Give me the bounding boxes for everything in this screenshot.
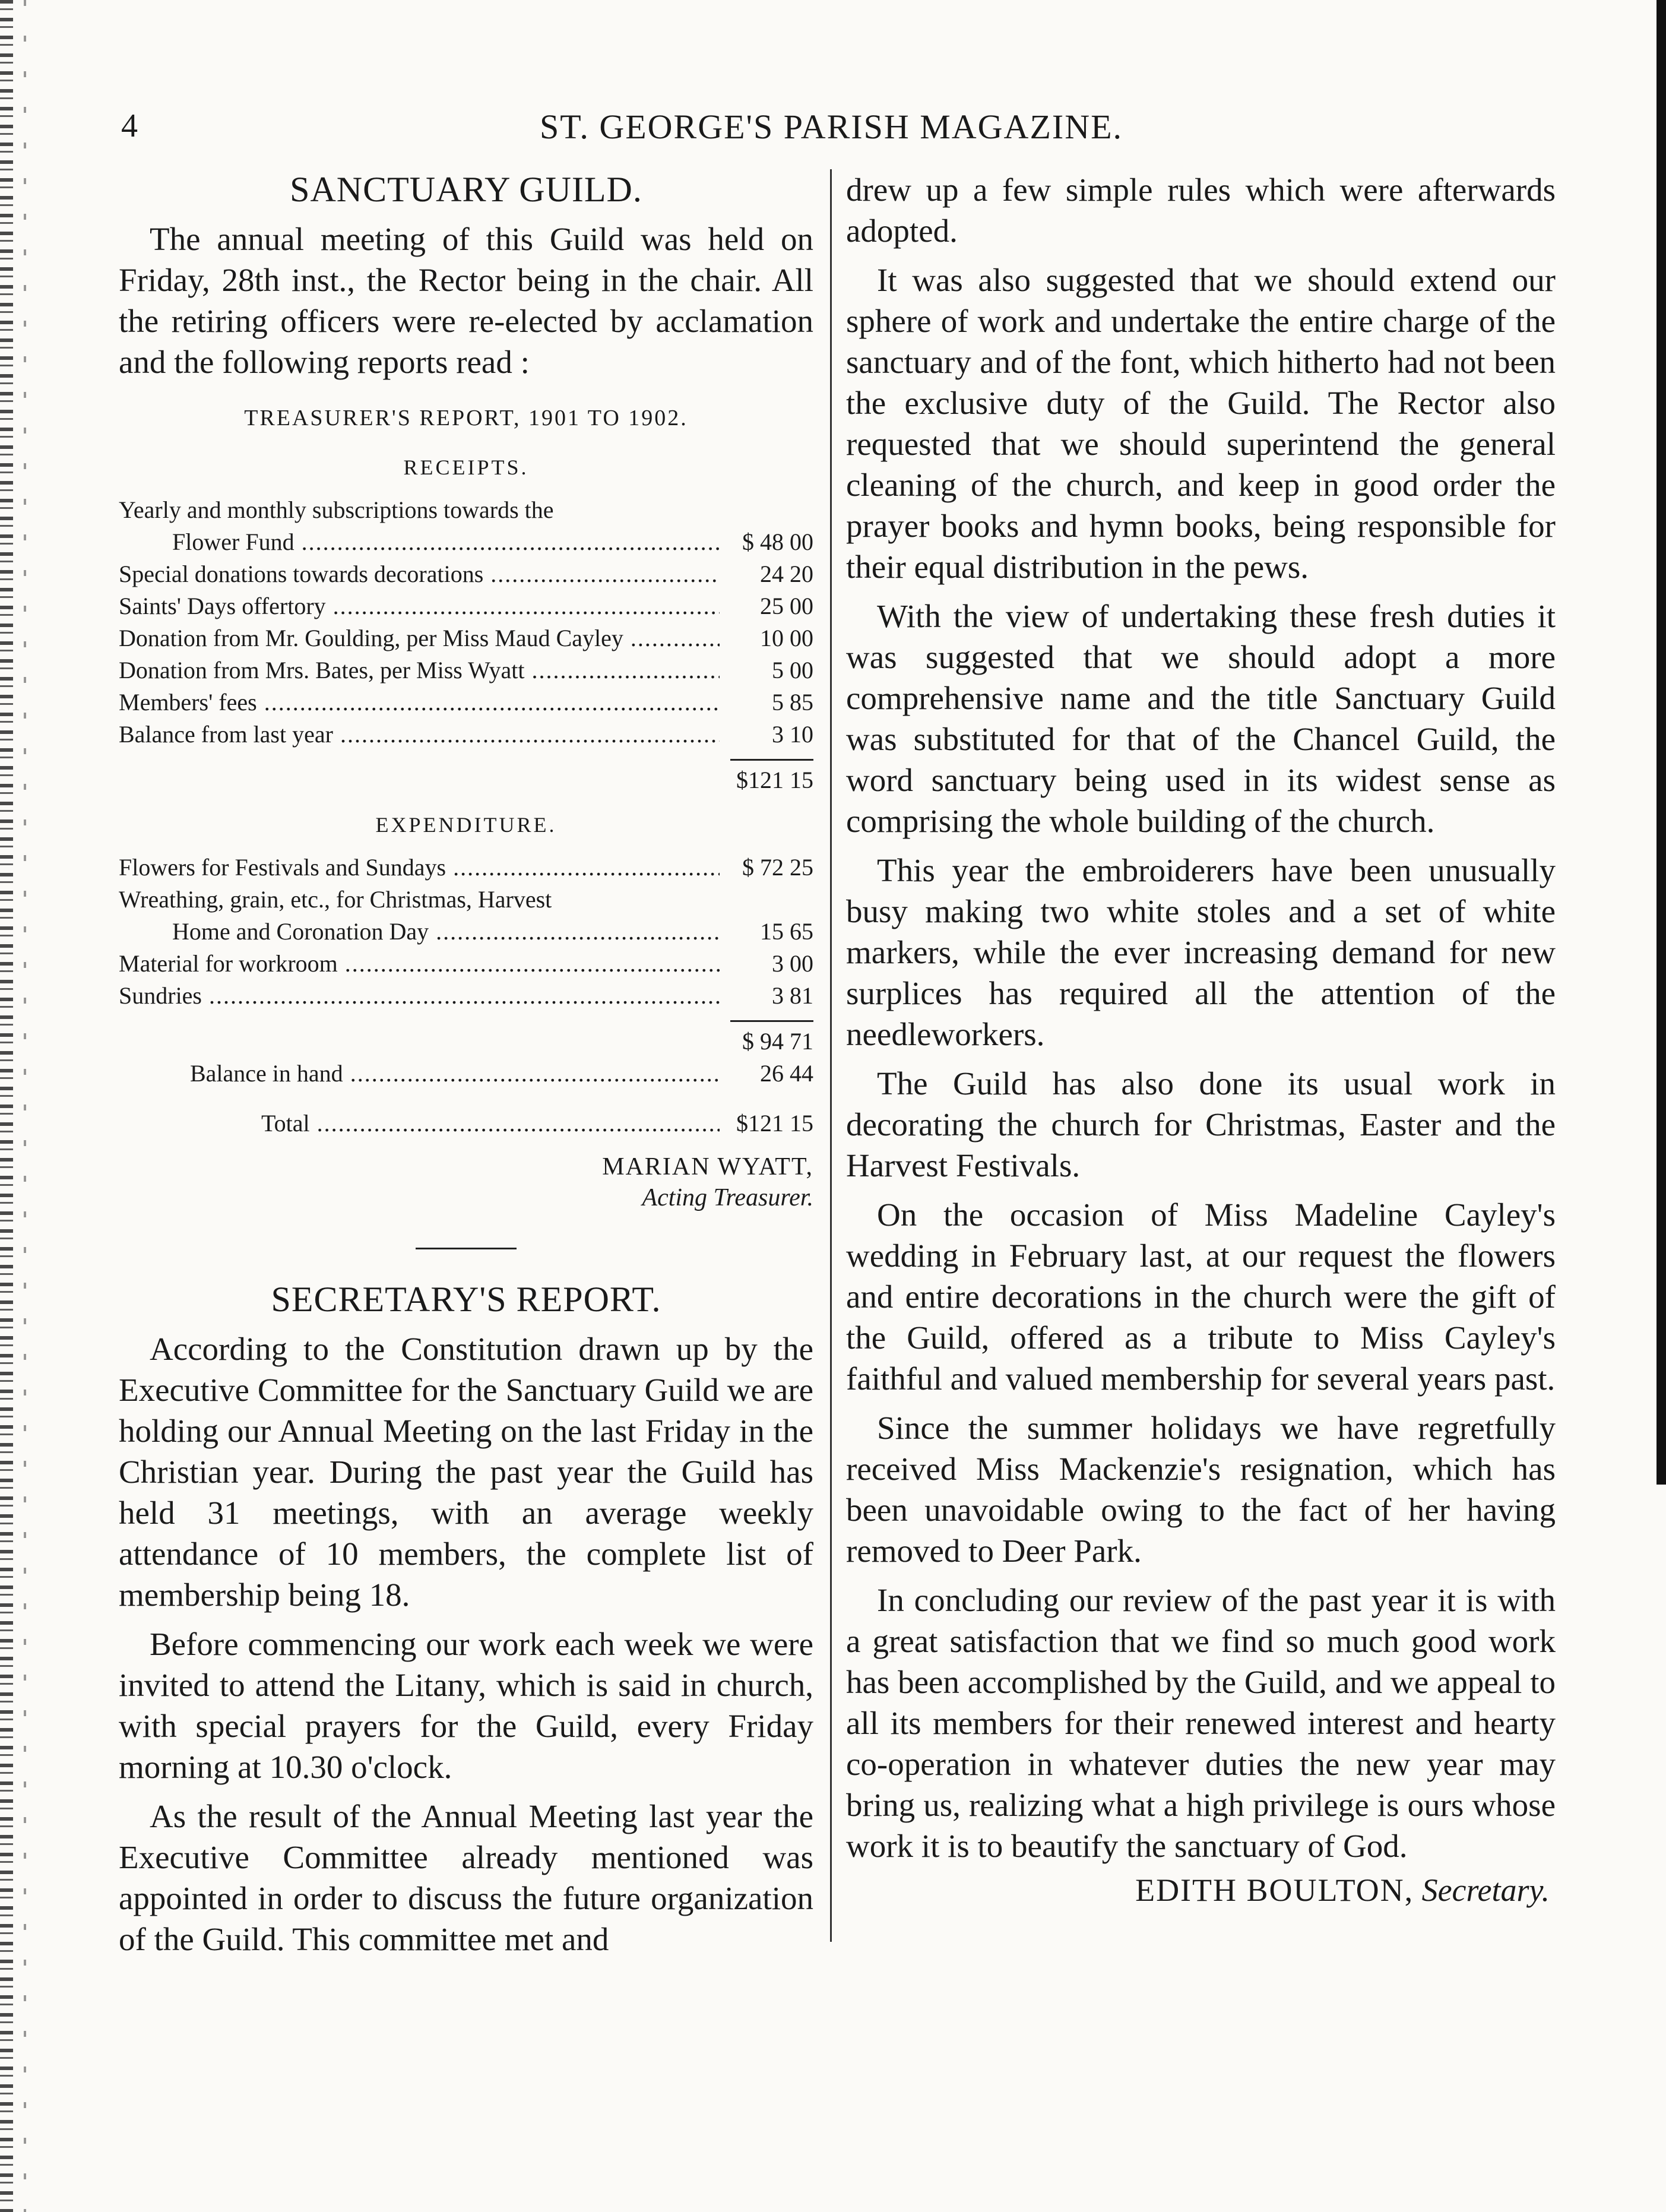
receipt-row: [119, 590, 813, 622]
secretary-paragraph: It was also suggested that we should extend our sphere of work and undertake the entire charge of the sanctuary and of the font, which hitherto had not been the exclusive duty of the Guild. The Rector also requested that we should superintend the general cleaning of the church, and keep in good order the prayer books and hymn books, being responsible for their equal distribution in the pews.: [846, 262, 1556, 585]
treasurer-role: Acting Treasurer.: [642, 1184, 813, 1211]
receipt-row: [119, 654, 813, 686]
balance-label: Balance in hand .....: [190, 1058, 720, 1090]
secretary-paragraph: On the occasion of Miss Madeline Cayley's wedding in February last, at our request the flowers and entire decorations in the church were the gift of the Guild, offered as a tribute to Miss Cayley's faithful and valued membership for several years past.: [846, 1197, 1556, 1397]
section-rule: [416, 1248, 517, 1249]
receipt-row: [119, 719, 813, 751]
expenditure-row: [119, 916, 813, 948]
receipt-label: Members' fees .....: [119, 686, 720, 719]
expenditure-row: [119, 948, 813, 980]
expenditure-label: Home and Coronation Day .....: [172, 916, 720, 948]
total-amount: $121 15: [736, 1110, 813, 1137]
secretary-paragraph: Since the summer holidays we have regretfully received Miss Mackenzie's resignation, which has been unavoidable owing to the fact of her having removed to Deer Park.: [846, 1410, 1556, 1569]
treasurer-report-title: TREASURER'S REPORT, 1901 TO 1902.: [244, 406, 688, 431]
receipt-row: [119, 622, 813, 654]
balance-amount: 26 44: [760, 1060, 813, 1087]
secretary-paragraph: As the result of the Annual Meeting last year the Executive Committee already mentioned was appointed in order to discuss the future organization of the Guild. This committee met and: [119, 1798, 813, 1957]
secretary-paragraph: According to the Constitution drawn up by the Executive Committee for the Sanctuary Guild we are holding our Annual Meeting on the last Friday in the Christian year. During the past year the Guild has held 31 meetings, with an average weekly attendance of 10 members, the complete list of membership being 18.: [119, 1331, 813, 1613]
magazine-title: ST. GEORGE'S PARISH MAGAZINE.: [539, 107, 1123, 146]
page-header: [119, 107, 1544, 154]
expenditure-row: [119, 852, 813, 884]
secretary-heading: SECRETARY'S REPORT.: [271, 1280, 661, 1319]
expenditure-amount: 3 81: [772, 982, 813, 1009]
total-label: Total .....: [261, 1107, 720, 1140]
scan-edge-left: [0, 0, 13, 2212]
receipt-label: Balance from last year .....: [119, 719, 720, 751]
receipt-line: Yearly and monthly subscriptions towards the: [119, 496, 554, 523]
expenditure-amount: $ 72 25: [742, 854, 813, 881]
receipts-list: [119, 494, 813, 796]
expenditure-subtotal: $ 94 71: [742, 1028, 813, 1055]
receipt-amount: 5 85: [772, 689, 813, 716]
page-number: 4: [121, 107, 138, 144]
receipt-row: [119, 558, 813, 590]
right-column: [846, 169, 1556, 1911]
receipt-amount: 3 10: [772, 721, 813, 748]
receipt-amount: 10 00: [760, 625, 813, 651]
sum-rule: [730, 1020, 813, 1022]
sum-rule: [730, 759, 813, 761]
expenditure-amount: 15 65: [760, 918, 813, 945]
treasurer-signature: [119, 1151, 813, 1213]
expenditure-amount: 3 00: [772, 950, 813, 977]
balance-row: [119, 1058, 813, 1090]
guild-intro: The annual meeting of this Guild was held on Friday, 28th inst., the Rector being in the chair. All the retiring officers were re-elected by acclamation and the following reports read :: [119, 221, 813, 380]
column-divider: [830, 169, 832, 1942]
receipt-label: Donation from Mr. Goulding, per Miss Maud Cayley .....: [119, 622, 720, 654]
secretary-paragraph: drew up a few simple rules which were afterwards adopted.: [846, 172, 1556, 249]
receipts-heading: RECEIPTS.: [403, 455, 529, 479]
receipt-label: Donation from Mrs. Bates, per Miss Wyatt .....: [119, 654, 720, 686]
receipts-total: $121 15: [736, 767, 813, 793]
receipt-amount: 24 20: [760, 561, 813, 587]
total-row: [119, 1107, 813, 1140]
secretary-paragraph: In concluding our review of the past year it is with a great satisfaction that we find so much good work has been accomplished by the Guild, and we appeal to all its members for their renewed interest and hearty co-operation in whatever duties the new year may bring us, realizing what a high privilege is ours whose work it is to beautify the sanctuary of God.: [846, 1582, 1556, 1864]
expenditure-list: [119, 852, 813, 1140]
receipt-row: [119, 686, 813, 719]
secretary-signature: [846, 1870, 1556, 1911]
scan-edge-marks: [24, 0, 26, 2212]
secretary-paragraph: Before commencing our work each week we were invited to attend the Litany, which is said in church, with special prayers for the Guild, every Friday morning at 10.30 o'clock.: [119, 1626, 813, 1785]
receipt-label: Flower Fund .....: [172, 526, 720, 558]
receipt-amount: 5 00: [772, 657, 813, 683]
left-column: [119, 169, 813, 1960]
secretary-role: Secretary.: [1421, 1872, 1550, 1908]
receipt-amount: $ 48 00: [742, 529, 813, 555]
expenditure-heading: EXPENDITURE.: [375, 813, 557, 837]
expenditure-row: [119, 980, 813, 1012]
expenditure-label: Flowers for Festivals and Sundays .....: [119, 852, 720, 884]
receipt-amount: 25 00: [760, 593, 813, 619]
receipt-row: [119, 526, 813, 558]
guild-heading: SANCTUARY GUILD.: [290, 170, 642, 209]
treasurer-name: MARIAN WYATT,: [602, 1153, 813, 1181]
receipt-label: Special donations towards decorations .....: [119, 558, 720, 590]
expenditure-label: Sundries .....: [119, 980, 720, 1012]
scan-edge-right: [1657, 0, 1666, 1485]
secretary-name: EDITH BOULTON,: [1135, 1872, 1414, 1908]
expenditure-line: Wreathing, grain, etc., for Christmas, Harvest: [119, 886, 552, 913]
receipt-label: Saints' Days offertory .....: [119, 590, 720, 622]
secretary-paragraph: The Guild has also done its usual work in decorating the church for Christmas, Easter and the Harvest Festivals.: [846, 1065, 1556, 1183]
secretary-paragraph: With the view of undertaking these fresh duties it was suggested that we should adopt a more comprehensive name and the title Sanctuary Guild was substituted for that of the Chancel Guild, the word sanctuary being used in its widest sense as comprising the whole building of the church.: [846, 598, 1556, 839]
expenditure-label: Material for workroom .....: [119, 948, 720, 980]
secretary-paragraph: This year the embroiderers have been unusually busy making two white stoles and a set of white markers, while the ever increasing demand for new surplices has required all the attention of the needleworkers.: [846, 852, 1556, 1052]
